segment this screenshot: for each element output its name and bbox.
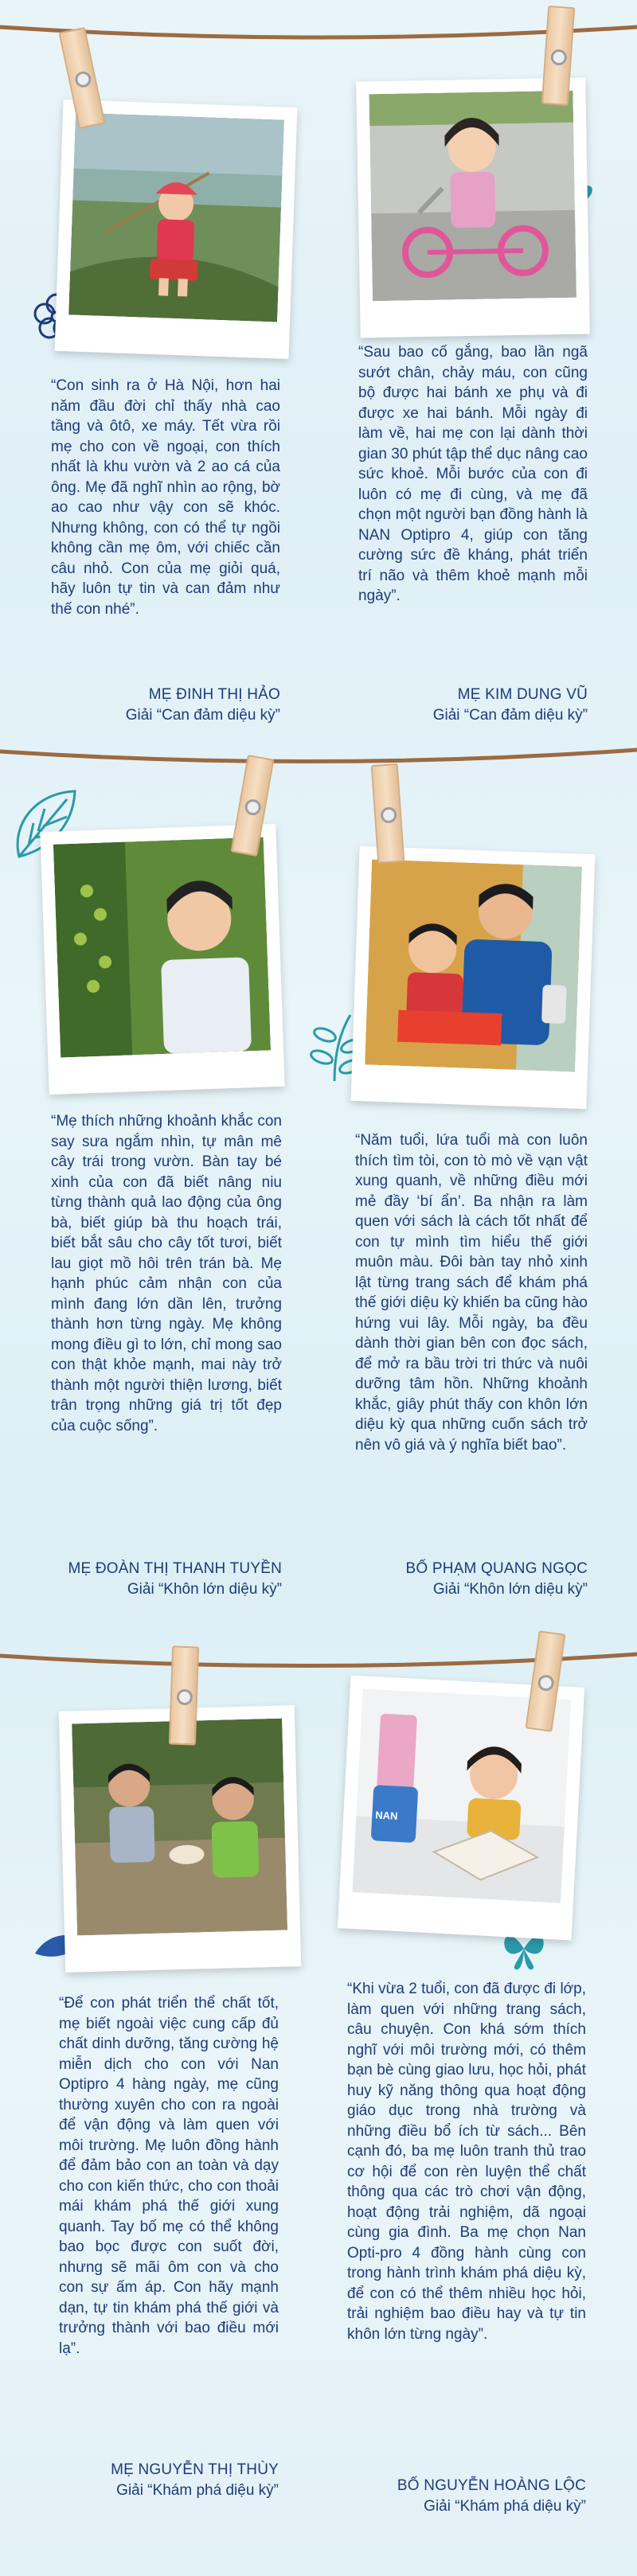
author-name: MẸ KIM DUNG VŨ [457,686,588,703]
clothesline-2 [0,745,637,777]
award-title: Giải “Khám phá diệu kỳ” [424,2498,586,2515]
boy-with-fruit-tree-photo [53,837,271,1057]
two-children-playing-outdoors-photo [72,1719,287,1936]
author-name: MẸ ĐOÀN THỊ THANH TUYỀN [68,1560,282,1577]
author-signature-3 [24,1559,282,1600]
author-signature-1 [51,685,280,726]
girl-on-bike-photo [369,91,576,301]
author-name: MẸ NGUYỄN THỊ THÙY [111,2461,279,2478]
story-text-5: “Để con phát triển thể chất tốt, mẹ biết ngoài việc cung cấp đủ chất dinh dưỡng, tăng cường hệ miễn dịch cho con với Nan Optipro 4 hàng ngày, mẹ cũng thường xuyên cho con ra ngoài để vận động và làm quen với môi trường. Mẹ luôn đồng hành để đảm bảo con an toàn và dạy cho con kiến thức, cho con thoải mái khám phá thế giới xung quanh. Tay bố mẹ có thể không bao bọc được con suốt đời, nhưng sẽ mãi ôm con và cho con sự ấm áp. Con hãy mạnh dạn, tự tin khám phá thế giới và trưởng thành với bao điều mới lạ”. [59,1995,279,2357]
author-signature-4 [355,1559,588,1600]
photo-card-2 [356,78,590,338]
author-name: BỐ PHẠM QUANG NGỌC [405,1560,588,1577]
story-text-4: “Năm tuổi, lứa tuổi mà con luôn thích tìm tòi, con tò mò về vạn vật xung quanh, về những điều mới mẻ đầy ‘bí ẩn’. Ba nhận ra làm quen với sách là cách tốt nhất để con tự mình tìm hiểu thế giới muôn màu. Đôi bàn tay nhỏ xinh lật từng trang sách để khám phá thế giới diệu kỳ khiến ba cũng hào hứng vui lây. Mỗi ngày, ba đều dành thời gian bên con đọc sách, để mở ra bầu trời tri thức và nuôi dưỡng tâm hồn. Những khoảnh khắc, giây phút thấy con khôn lớn diệu kỳ qua những cuốn sách trở nên vô giá và ý nghĩa biết bao”. [355,1132,588,1454]
story-text-6: “Khi vừa 2 tuổi, con đã được đi lớp, làm quen với những trang sách, câu chuyện. Con khá sớm thích nghĩ với môi trường mới, có thêm bạn bè cùng giao lưu, học hỏi, phát huy kỹ năng thông qua hoạt động giáo dục trong nhà trường và những điều bổ ích từ sách... Bên cạnh đó, ba mẹ luôn tranh thủ trao cơ hội để con rèn luyện thể chất thông qua các trò chơi vận động, hoạt động trải nghiệm, dã ngoại cùng gia đình. Ba mẹ chọn Nan Opti-pro 4 đồng hành cùng con trong hành trình khám phá diệu kỳ, để con có thể thêm nhiều học hỏi, trải nghiệm bao điều hay và tự tin khôn lớn từng ngày”. [347,1981,586,2343]
photo-card-4 [351,846,596,1109]
story-text-2: “Sau bao cố gắng, bao lần ngã sướt chân, chảy máu, con cũng bộ được hai bánh xe phụ và đi được xe hai bánh. Mỗi ngày đi làm về, hai mẹ con lại dành thời gian 30 phút tập thể dục nâng cao sức khoẻ. Mỗi bước của con đi luôn có mẹ đi cùng, và mẹ đã chọn một người bạn đồng hành là NAN Optipro 4, giúp con tăng cường sức đề kháng, phát triển trí não và thêm khoẻ mạnh mỗi ngày”. [358,344,588,604]
author-signature-5 [48,2460,279,2501]
award-title: Giải “Can đảm diệu kỳ” [432,707,588,724]
clothespin [371,763,405,864]
clothespin [169,1645,199,1745]
author-signature-2 [358,685,588,726]
award-title: Giải “Khám phá diệu kỳ” [116,2482,279,2499]
clothesline-1 [0,16,637,48]
father-reading-with-son-photo [365,859,582,1071]
product-label: NAN [374,1809,398,1822]
photo-card-3 [40,824,284,1095]
girl-fishing-photo [68,113,284,322]
award-title: Giải “Khôn lớn diệu kỳ” [432,1581,588,1598]
story-text-3: “Mẹ thích những khoảnh khắc con say sưa ngắm nhìn, tự mân mê cây trái trong vườn. Bàn tay bé xinh của con đã biết nâng niu từng thành quả lao động của ông bà, biết giúp bà thu hoạch trái, biết bắt sâu cho cây tốt tươi, biết lau giọt mồ hôi trên trán bà. Mẹ hạnh phúc cảm nhận con của mình đang lớn dần lên, trưởng thành hơn từng ngày. Mẹ không mong điều gì to lớn, chỉ mong sao con thật khỏe mạnh, mai này trở thành một người thiện lương, biết trân trọng những giá trị tốt đẹp của cuộc sống”. [51,1113,282,1434]
award-title: Giải “Can đảm diệu kỳ” [125,707,280,724]
story-text-1: “Con sinh ra ở Hà Nội, hơn hai năm đầu đời chỉ thấy nhà cao tầng và ôtô, xe máy. Tết vừa rồi mẹ cho con về ngoại, con thích nhất là khu vườn và 2 ao cá của ông. Mẹ đã nghĩ nhìn ao rộng, bờ ao cao như vậy con sẽ khóc. Nhưng không, con có thể tự ngồi không cần mẹ ôm, với chiếc cần câu nhỏ. Con của mẹ giỏi quá, hãy luôn tự tin và can đảm như thế con nhé”. [51,377,280,618]
photo-card-1 [55,100,298,359]
author-name: BỐ NGUYỄN HOÀNG LỘC [397,2477,586,2494]
author-name: MẸ ĐINH THỊ HẢO [148,686,280,703]
award-title: Giải “Khôn lớn diệu kỳ” [127,1581,282,1598]
photo-card-5 [59,1705,301,1973]
author-signature-6 [347,2476,586,2517]
